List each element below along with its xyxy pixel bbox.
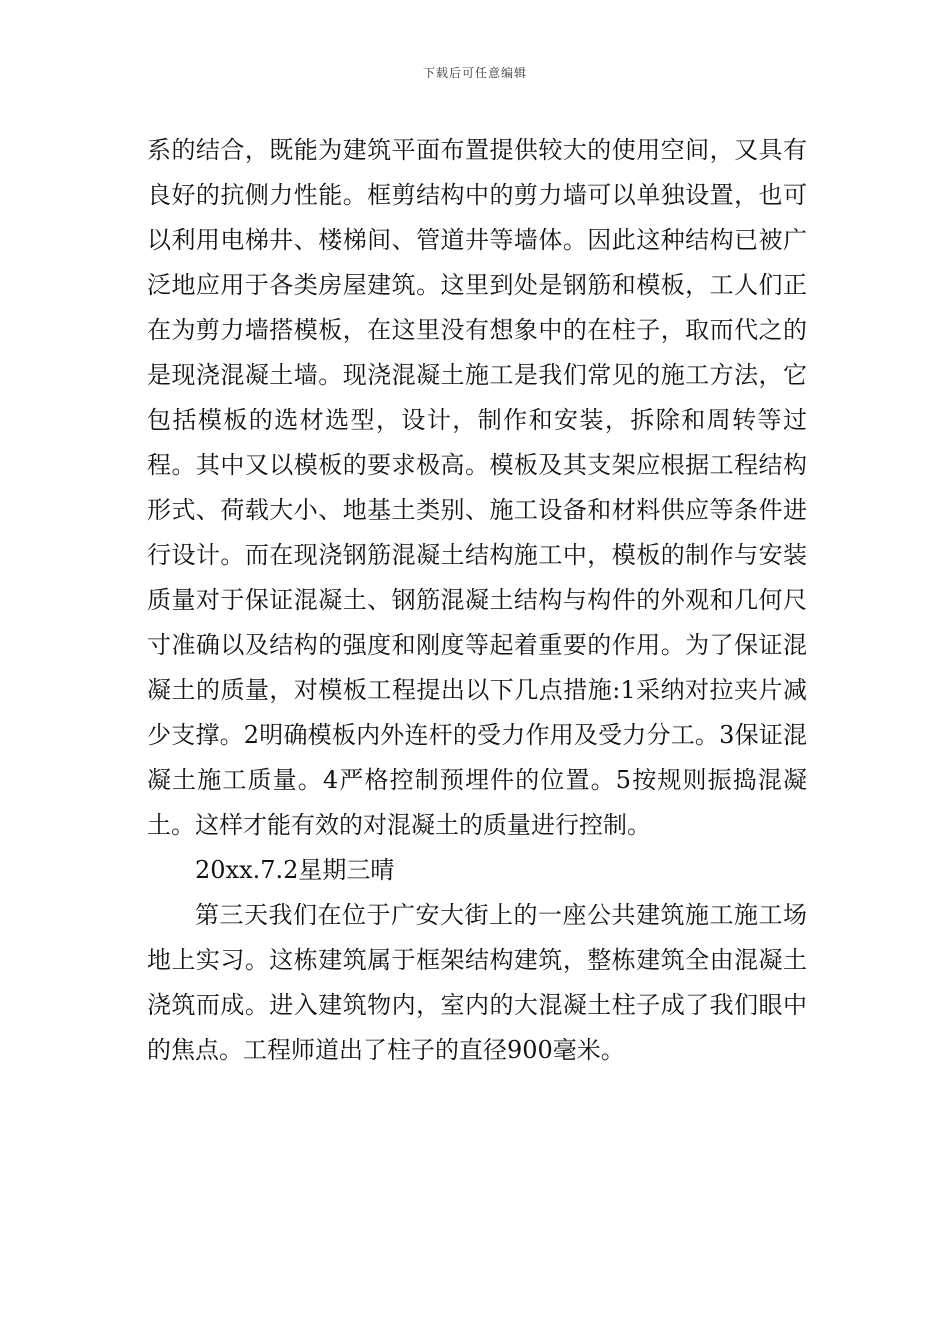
page-header: 下载后可任意编辑 — [422, 66, 527, 80]
date-line: 20xx.7.2星期三晴 — [195, 856, 395, 884]
paragraph-day-three: 第三天我们在位于广安大街上的一座公共建筑施工施工场地上实习。这栋建筑属于框架结构建筑，整栋建筑全由混凝土浇筑而成。进入建筑物内，室内的大混凝土柱子成了我们眼中的焦点。工程师道出了柱子的直径900毫米。 — [147, 901, 807, 1064]
document-body — [147, 128, 807, 1073]
paragraph-structure: 系的结合，既能为建筑平面布置提供较大的使用空间，又具有良好的抗侧力性能。框剪结构中的剪力墙可以单独设置，也可以利用电梯井、楼梯间、管道井等墙体。因此这种结构已被广泛地应用于各类房屋建筑。这里到处是钢筋和模板，工人们正在为剪力墙搭模板，在这里没有想象中的在柱子，取而代之的是现浇混凝土墙。现浇混凝土施工是我们常见的施工方法，它包括模板的选材选型，设计，制作和安装，拆除和周转等过程。其中又以模板的要求极高。模板及其支架应根据工程结构形式、荷载大小、地基土类别、施工设备和材料供应等条件进行设计。而在现浇钢筋混凝土结构施工中，模板的制作与安装质量对于保证混凝土、钢筋混凝土结构与构件的外观和几何尺寸准确以及结构的强度和刚度等起着重要的作用。为了保证混凝土的质量，对模板工程提出以下几点措施:1采纳对拉夹片减少支撑。2明确模板内外连杆的受力作用及受力分工。3保证混凝土施工质量。4严格控制预埋件的位置。5按规则振捣混凝土。这样才能有效的对混凝土的质量进行控制。 — [147, 136, 807, 839]
